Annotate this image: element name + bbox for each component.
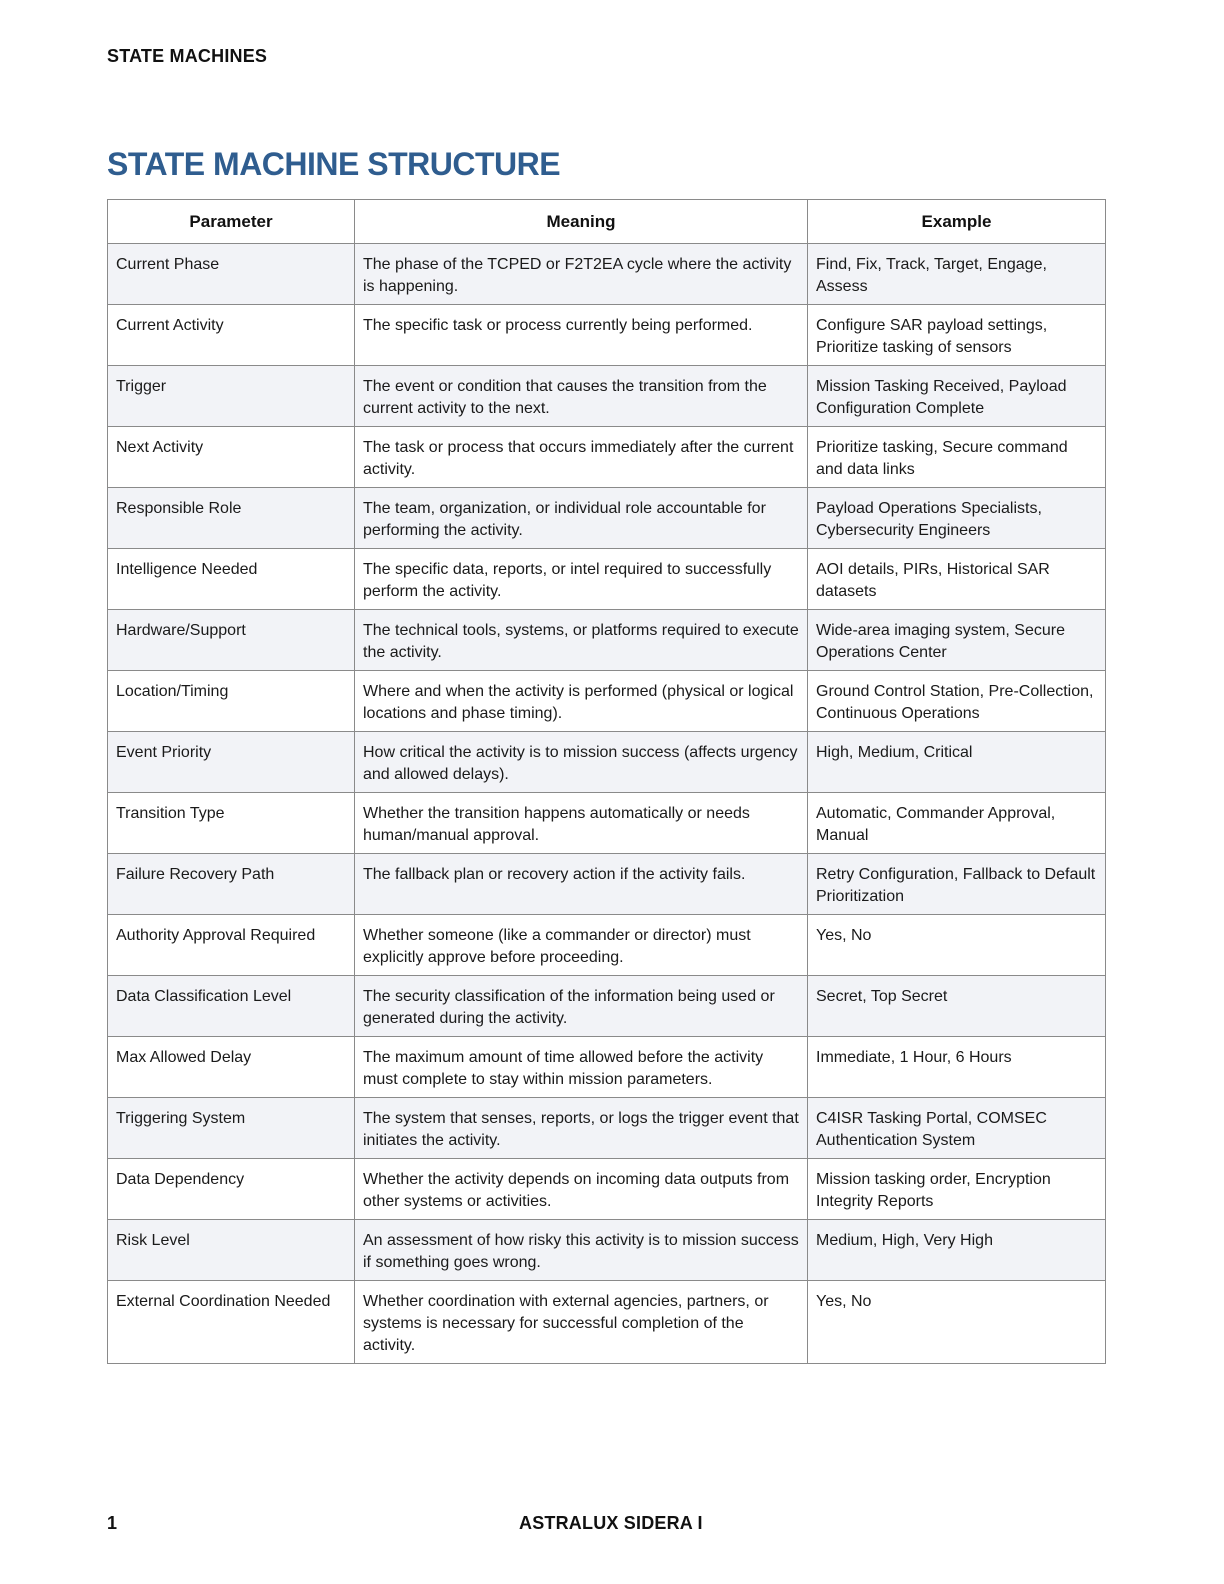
parameter-cell: Authority Approval Required xyxy=(108,915,355,976)
meaning-cell: The specific data, reports, or intel required to successfully perform the activity. xyxy=(355,549,808,610)
parameter-cell: Event Priority xyxy=(108,732,355,793)
meaning-cell: Whether the transition happens automatically or needs human/manual approval. xyxy=(355,793,808,854)
example-cell: Find, Fix, Track, Target, Engage, Assess xyxy=(808,244,1106,305)
parameter-cell: Triggering System xyxy=(108,1098,355,1159)
parameter-cell: Current Phase xyxy=(108,244,355,305)
parameter-cell: Intelligence Needed xyxy=(108,549,355,610)
table-header-row xyxy=(108,200,1106,244)
column-header-example: Example xyxy=(808,200,1106,244)
table-row xyxy=(108,915,1106,976)
parameter-cell: Data Classification Level xyxy=(108,976,355,1037)
example-cell: Payload Operations Specialists, Cybersecurity Engineers xyxy=(808,488,1106,549)
table-row xyxy=(108,549,1106,610)
example-cell: C4ISR Tasking Portal, COMSEC Authentication System xyxy=(808,1098,1106,1159)
table-row xyxy=(108,976,1106,1037)
example-cell: Yes, No xyxy=(808,1281,1106,1364)
meaning-cell: Whether someone (like a commander or director) must explicitly approve before proceeding. xyxy=(355,915,808,976)
meaning-cell: Whether coordination with external agencies, partners, or systems is necessary for successful completion of the activity. xyxy=(355,1281,808,1364)
example-cell: Automatic, Commander Approval, Manual xyxy=(808,793,1106,854)
parameter-cell: Responsible Role xyxy=(108,488,355,549)
table-row xyxy=(108,732,1106,793)
meaning-cell: The event or condition that causes the transition from the current activity to the next. xyxy=(355,366,808,427)
table-row xyxy=(108,671,1106,732)
meaning-cell: How critical the activity is to mission success (affects urgency and allowed delays). xyxy=(355,732,808,793)
running-header: STATE MACHINES xyxy=(107,46,268,66)
table-row xyxy=(108,1098,1106,1159)
meaning-cell: The task or process that occurs immediately after the current activity. xyxy=(355,427,808,488)
example-cell: Immediate, 1 Hour, 6 Hours xyxy=(808,1037,1106,1098)
example-cell: AOI details, PIRs, Historical SAR datasets xyxy=(808,549,1106,610)
table-row xyxy=(108,366,1106,427)
meaning-cell: Whether the activity depends on incoming data outputs from other systems or activities. xyxy=(355,1159,808,1220)
example-cell: Secret, Top Secret xyxy=(808,976,1106,1037)
example-cell: Prioritize tasking, Secure command and data links xyxy=(808,427,1106,488)
meaning-cell: The technical tools, systems, or platforms required to execute the activity. xyxy=(355,610,808,671)
table-row xyxy=(108,1159,1106,1220)
parameter-cell: Max Allowed Delay xyxy=(108,1037,355,1098)
meaning-cell: The phase of the TCPED or F2T2EA cycle where the activity is happening. xyxy=(355,244,808,305)
table-row xyxy=(108,488,1106,549)
meaning-cell: Where and when the activity is performed (physical or logical locations and phase timing). xyxy=(355,671,808,732)
parameter-cell: Current Activity xyxy=(108,305,355,366)
parameter-cell: Transition Type xyxy=(108,793,355,854)
example-cell: Yes, No xyxy=(808,915,1106,976)
column-header-parameter: Parameter xyxy=(108,200,355,244)
example-cell: Configure SAR payload settings, Prioritize tasking of sensors xyxy=(808,305,1106,366)
meaning-cell: The security classification of the information being used or generated during the activity. xyxy=(355,976,808,1037)
parameter-cell: Location/Timing xyxy=(108,671,355,732)
meaning-cell: An assessment of how risky this activity is to mission success if something goes wrong. xyxy=(355,1220,808,1281)
example-cell: Medium, High, Very High xyxy=(808,1220,1106,1281)
parameter-cell: Trigger xyxy=(108,366,355,427)
state-machine-table xyxy=(107,199,1106,1364)
column-header-meaning: Meaning xyxy=(355,200,808,244)
parameter-cell: Risk Level xyxy=(108,1220,355,1281)
example-cell: Wide-area imaging system, Secure Operations Center xyxy=(808,610,1106,671)
meaning-cell: The fallback plan or recovery action if the activity fails. xyxy=(355,854,808,915)
parameter-cell: Failure Recovery Path xyxy=(108,854,355,915)
example-cell: Ground Control Station, Pre-Collection, Continuous Operations xyxy=(808,671,1106,732)
meaning-cell: The maximum amount of time allowed before the activity must complete to stay within mission parameters. xyxy=(355,1037,808,1098)
example-cell: Retry Configuration, Fallback to Default Prioritization xyxy=(808,854,1106,915)
example-cell: High, Medium, Critical xyxy=(808,732,1106,793)
table-row xyxy=(108,244,1106,305)
meaning-cell: The team, organization, or individual role accountable for performing the activity. xyxy=(355,488,808,549)
table-row xyxy=(108,610,1106,671)
meaning-cell: The system that senses, reports, or logs the trigger event that initiates the activity. xyxy=(355,1098,808,1159)
meaning-cell: The specific task or process currently being performed. xyxy=(355,305,808,366)
parameter-cell: External Coordination Needed xyxy=(108,1281,355,1364)
example-cell: Mission tasking order, Encryption Integrity Reports xyxy=(808,1159,1106,1220)
parameter-cell: Data Dependency xyxy=(108,1159,355,1220)
page-number: 1 xyxy=(107,1513,118,1533)
table-row xyxy=(108,1220,1106,1281)
table-row xyxy=(108,793,1106,854)
example-cell: Mission Tasking Received, Payload Configuration Complete xyxy=(808,366,1106,427)
parameter-cell: Hardware/Support xyxy=(108,610,355,671)
table-row xyxy=(108,427,1106,488)
footer-brand: ASTRALUX SIDERA I xyxy=(519,1513,703,1533)
page-title: STATE MACHINE STRUCTURE xyxy=(107,146,561,182)
parameter-cell: Next Activity xyxy=(108,427,355,488)
table-row xyxy=(108,1281,1106,1364)
table-row xyxy=(108,1037,1106,1098)
table-row xyxy=(108,854,1106,915)
table-row xyxy=(108,305,1106,366)
